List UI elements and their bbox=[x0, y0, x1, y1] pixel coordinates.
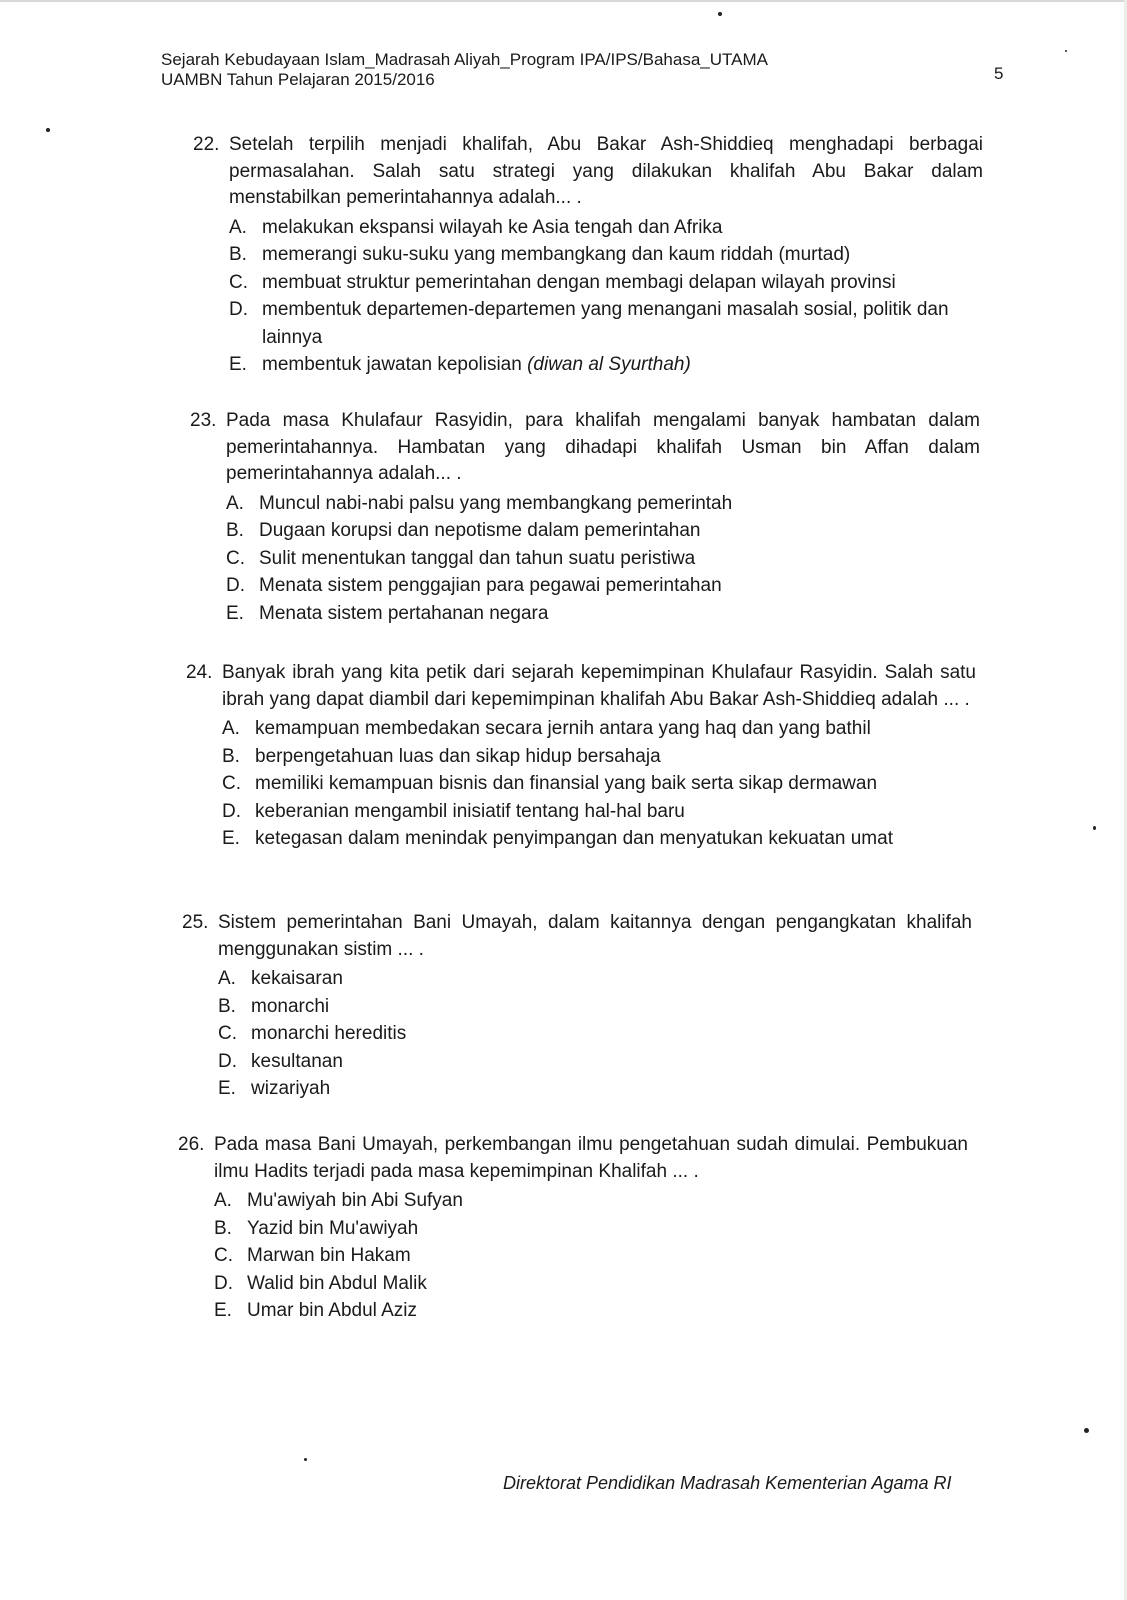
option-text: memerangi suku-suku yang membangkang dan kaum riddah (murtad) bbox=[262, 244, 851, 265]
option-text: Dugaan korupsi dan nepotisme dalam pemerintahan bbox=[259, 520, 701, 541]
scan-speck bbox=[1065, 50, 1067, 52]
option-text: monarchi hereditis bbox=[251, 1023, 407, 1044]
option-d bbox=[222, 798, 976, 826]
option-a bbox=[218, 965, 972, 993]
question-number: 26. bbox=[178, 1134, 205, 1155]
option-letter: B. bbox=[226, 520, 244, 541]
question-23 bbox=[190, 408, 980, 627]
question-number: 25. bbox=[182, 912, 209, 933]
header-subtitle: UAMBN Tahun Pelajaran 2015/2016 bbox=[161, 70, 435, 89]
option-d bbox=[229, 296, 983, 351]
option-e bbox=[214, 1297, 968, 1325]
scan-speck bbox=[46, 128, 50, 132]
option-d bbox=[226, 572, 980, 600]
option-text: Marwan bin Hakam bbox=[247, 1245, 411, 1266]
option-b bbox=[218, 993, 972, 1021]
option-letter: B. bbox=[222, 745, 240, 767]
option-d bbox=[218, 1048, 972, 1076]
option-letter: D. bbox=[222, 800, 241, 822]
option-b bbox=[226, 517, 980, 545]
option-text-italic: (diwan al Syurthah) bbox=[527, 354, 691, 375]
option-a bbox=[226, 490, 980, 518]
option-letter: E. bbox=[214, 1300, 232, 1321]
question-text: Sistem pemerintahan Bani Umayah, dalam kaitannya dengan pengangkatan khalifah menggunakan sistim ... . bbox=[218, 912, 972, 960]
scan-speck bbox=[304, 1458, 307, 1461]
answer-options bbox=[226, 490, 980, 628]
page-header bbox=[161, 50, 1011, 90]
option-text bbox=[262, 351, 983, 379]
option-e bbox=[222, 825, 976, 853]
scan-speck bbox=[1093, 826, 1096, 830]
option-letter: B. bbox=[218, 995, 236, 1017]
option-c bbox=[214, 1242, 968, 1270]
answer-options bbox=[218, 965, 972, 1103]
option-letter: A. bbox=[222, 718, 240, 739]
option-text: Menata sistem penggajian para pegawai pemerintahan bbox=[259, 575, 722, 596]
scan-speck bbox=[718, 12, 722, 16]
option-a bbox=[229, 214, 983, 242]
option-letter: D. bbox=[218, 1050, 237, 1072]
option-letter: B. bbox=[229, 244, 247, 265]
option-letter: E. bbox=[226, 602, 244, 624]
option-letter: D. bbox=[214, 1272, 233, 1294]
answer-options bbox=[222, 715, 976, 853]
option-text: memiliki kemampuan bisnis dan finansial yang baik serta sikap dermawan bbox=[255, 773, 878, 794]
option-text: Umar bin Abdul Aziz bbox=[247, 1300, 418, 1321]
option-letter: E. bbox=[229, 354, 247, 375]
option-letter: E. bbox=[222, 828, 240, 849]
option-text: melakukan ekspansi wilayah ke Asia tengah dan Afrika bbox=[262, 216, 723, 238]
option-text: Menata sistem pertahanan negara bbox=[259, 602, 549, 624]
question-25 bbox=[182, 910, 972, 1103]
option-text: ketegasan dalam menindak penyimpangan dan menyatukan kekuatan umat bbox=[255, 828, 893, 849]
question-number: 22. bbox=[193, 134, 220, 155]
option-letter: A. bbox=[226, 492, 244, 514]
option-c bbox=[222, 770, 976, 798]
scan-top-edge bbox=[0, 0, 1127, 2]
option-letter: C. bbox=[218, 1023, 237, 1044]
option-letter: C. bbox=[229, 271, 248, 293]
option-e bbox=[218, 1075, 972, 1103]
option-d bbox=[214, 1270, 968, 1298]
question-24 bbox=[186, 660, 976, 853]
option-text: monarchi bbox=[251, 995, 330, 1017]
question-number: 23. bbox=[190, 410, 217, 431]
option-text: keberanian mengambil inisiatif tentang hal-hal baru bbox=[255, 800, 685, 822]
option-letter: C. bbox=[214, 1245, 233, 1266]
option-letter: B. bbox=[214, 1217, 232, 1239]
option-text: membentuk departemen-departemen yang menangani masalah sosial, politik dan lainnya bbox=[262, 299, 949, 348]
question-text: Setelah terpilih menjadi khalifah, Abu Bakar Ash-Shiddieq menghadapi berbagai permasalahan. Salah satu strategi yang dilakukan khalifah Abu Bakar dalam menstabilkan pemerintahannya adalah... . bbox=[229, 134, 983, 208]
option-letter: C. bbox=[222, 773, 241, 794]
option-text: kekaisaran bbox=[251, 968, 343, 989]
option-text: Muncul nabi-nabi palsu yang membangkang pemerintah bbox=[259, 492, 733, 514]
option-text: kemampuan membedakan secara jernih antara yang haq dan yang bathil bbox=[255, 718, 871, 739]
option-text: Mu'awiyah bin Abi Sufyan bbox=[247, 1190, 463, 1211]
question-22 bbox=[193, 132, 983, 379]
question-text: Pada masa Khulafaur Rasyidin, para khalifah mengalami banyak hambatan dalam pemerintahannya. Hambatan yang dihadapi khalifah Usman bin Affan dalam pemerintahannya adalah... . bbox=[226, 410, 980, 484]
page-footer: Direktorat Pendidikan Madrasah Kementerian Agama RI bbox=[503, 1473, 952, 1493]
option-c bbox=[229, 269, 983, 297]
option-text: wizariyah bbox=[251, 1078, 331, 1099]
option-letter: A. bbox=[214, 1190, 232, 1211]
option-letter: D. bbox=[226, 575, 245, 596]
option-c bbox=[226, 545, 980, 573]
option-text: Yazid bin Mu'awiyah bbox=[247, 1217, 419, 1239]
scan-speck bbox=[1084, 1428, 1089, 1433]
option-c bbox=[218, 1020, 972, 1048]
option-text: Walid bin Abdul Malik bbox=[247, 1272, 427, 1294]
answer-options bbox=[229, 214, 983, 379]
answer-options bbox=[214, 1187, 968, 1325]
option-e bbox=[229, 351, 983, 379]
option-text: Sulit menentukan tanggal dan tahun suatu peristiwa bbox=[259, 547, 696, 569]
option-letter: D. bbox=[229, 299, 248, 320]
option-letter: A. bbox=[218, 968, 236, 989]
question-number: 24. bbox=[186, 662, 213, 683]
option-a bbox=[214, 1187, 968, 1215]
option-e bbox=[226, 600, 980, 628]
option-text: kesultanan bbox=[251, 1050, 343, 1072]
question-26 bbox=[178, 1132, 968, 1325]
header-title: Sejarah Kebudayaan Islam_Madrasah Aliyah_Program IPA/IPS/Bahasa_UTAMA bbox=[161, 50, 768, 69]
question-text: Pada masa Bani Umayah, perkembangan ilmu pengetahuan sudah dimulai. Pembukuan ilmu Hadits terjadi pada masa kepemimpinan Khalifah ... . bbox=[214, 1134, 968, 1182]
option-text-plain: membentuk jawatan kepolisian bbox=[262, 354, 522, 375]
option-letter: E. bbox=[218, 1078, 236, 1099]
option-b bbox=[214, 1215, 968, 1243]
option-letter: C. bbox=[226, 547, 245, 569]
question-text: Banyak ibrah yang kita petik dari sejarah kepemimpinan Khulafaur Rasyidin. Salah satu ibrah yang dapat diambil dari kepemimpinan khalifah Abu Bakar Ash-Shiddieq adalah ... . bbox=[222, 662, 976, 710]
option-b bbox=[222, 743, 976, 771]
option-b bbox=[229, 241, 983, 269]
page-number: 5 bbox=[994, 64, 1004, 83]
option-text: berpengetahuan luas dan sikap hidup bersahaja bbox=[255, 745, 661, 767]
option-a bbox=[222, 715, 976, 743]
option-letter: A. bbox=[229, 216, 247, 238]
option-text: membuat struktur pemerintahan dengan membagi delapan wilayah provinsi bbox=[262, 271, 896, 293]
